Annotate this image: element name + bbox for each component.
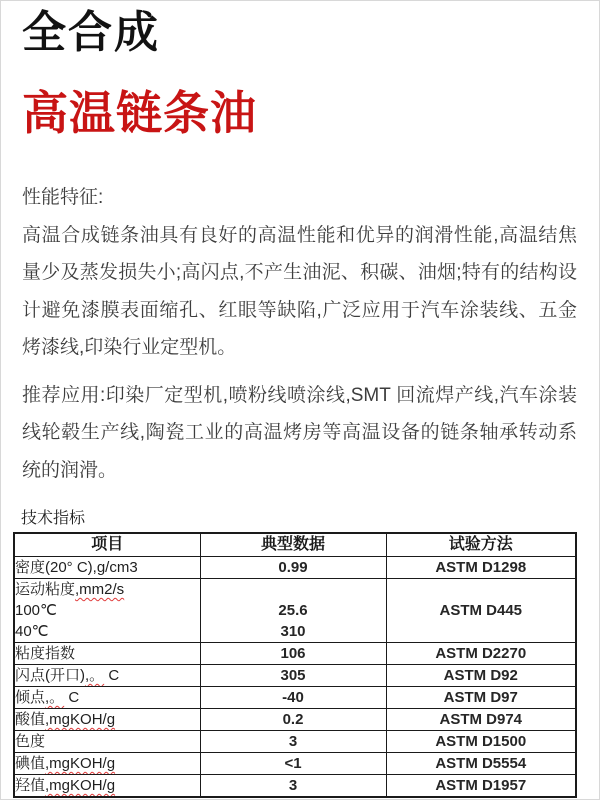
spec-value-cell: 3 [200,731,386,753]
spec-row-viscosity [14,579,576,643]
product-title-line1: 全合成 [22,8,160,57]
spec-value-cell: -40 [200,687,386,709]
spec-value-cell: 0.2 [200,709,386,731]
spec-row-flash-point [14,665,576,687]
spec-method-cell: ASTM D5554 [386,753,576,775]
spec-item-cell: 密度(20° C),g/cm3 [14,557,200,579]
spec-method-cell: ASTM D2270 [386,643,576,665]
spec-item-cell: 色度 [14,731,200,753]
spec-item-cell: 羟值,mgKOH/g [14,775,200,798]
spec-method-cell: ASTM D445 [386,579,576,643]
spec-item-cell: 闪点(开口),。 C [14,665,200,687]
spec-row-pour-point [14,687,576,709]
viscosity-value-40: 310 [280,623,306,640]
spec-method-cell: ASTM D97 [386,687,576,709]
specs-heading: 技术指标 [21,510,86,527]
spec-item-cell: 酸值,mgKOH/g [14,709,200,731]
viscosity-value-100: 25.6 [278,602,308,619]
spec-row-density [14,557,576,579]
spec-item-cell: 运动粘度,mm2/s 100℃ 40℃ [14,579,200,643]
spec-method-cell: ASTM D1500 [386,731,576,753]
features-heading: 性能特征: [22,187,104,208]
spec-method-cell: ASTM D1957 [386,775,576,798]
spec-value-cell [200,579,386,643]
spec-value-cell: 106 [200,643,386,665]
spec-row-color [14,731,576,753]
spec-value-cell: 305 [200,665,386,687]
spec-value-cell: 3 [200,775,386,798]
spec-row-hydroxyl-value [14,775,576,798]
spec-row-acid-value [14,709,576,731]
specs-table [13,532,577,798]
features-section [1,179,599,367]
spec-method-cell: ASTM D92 [386,665,576,687]
specs-header-row [14,533,576,557]
applications-paragraph: 推荐应用:印染厂定型机,喷粉线喷涂线,SMT 回流焊产线,汽车涂装线轮毂生产线,陶瓷工业的高温烤房等高温设备的链条轴承转动系统的润滑。 [22,384,577,481]
spec-item-cell: 碘值,mgKOH/g [14,753,200,775]
viscosity-temp-40: 40℃ [15,623,49,640]
column-header-item: 项目 [14,533,200,557]
features-paragraph: 高温合成链条油具有良好的高温性能和优异的润滑性能,高温结焦量少及蒸发损失小;高闪点,不产生油泥、积碳、油烟;特有的结构设计避免漆膜表面缩孔、红眼等缺陷,广泛应用于汽车涂装线、五金烤漆线,印染行业定型机。 [22,224,577,358]
column-header-typical-data: 典型数据 [200,533,386,557]
spec-item-cell: 倾点,。 C [14,687,200,709]
spec-value-cell: <1 [200,753,386,775]
column-header-test-method: 试验方法 [386,533,576,557]
spec-method-cell: ASTM D1298 [386,557,576,579]
product-title-line2: 高温链条油 [22,87,257,139]
viscosity-temp-100: 100℃ [15,602,57,619]
spec-row-iodine-value [14,753,576,775]
spec-row-viscosity-index [14,643,576,665]
spec-method-cell: ASTM D974 [386,709,576,731]
spec-value-cell: 0.99 [200,557,386,579]
spec-item-cell: 粘度指数 [14,643,200,665]
